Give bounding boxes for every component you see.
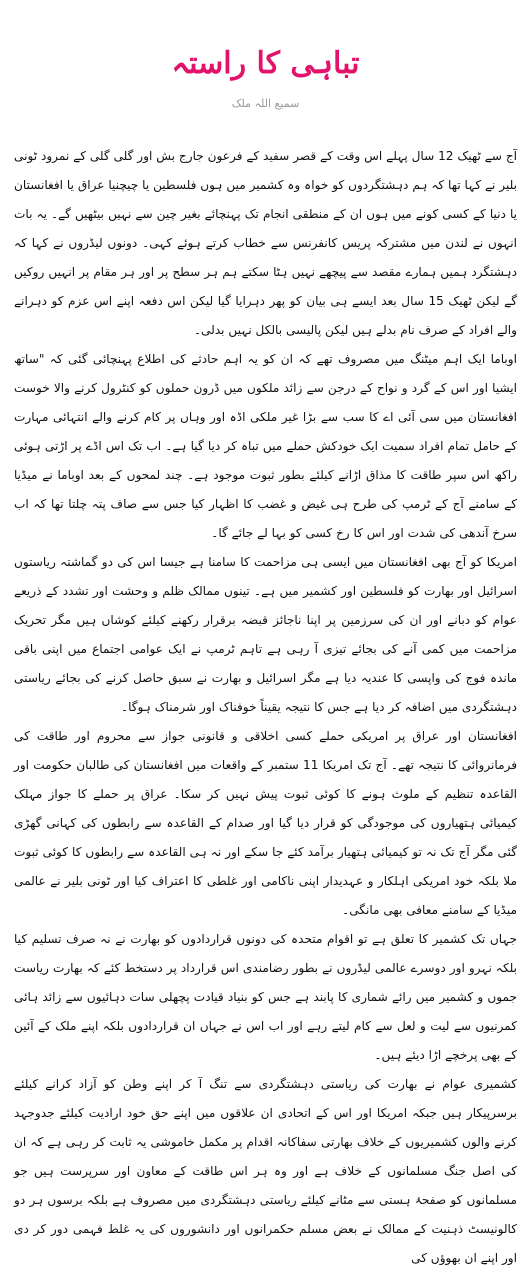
article-body [14, 142, 517, 1273]
author-name: سمیع اللہ ملک [231, 97, 300, 110]
article-paragraph: اوباما ایک اہم میٹنگ میں مصروف تھے کہ ان کو یہ اہم حادثے کی اطلاع پہنچائی گئی کہ "ساتھ ایشیا اور اس کے گرد و نواح کے درجن سے زائد ملکوں میں ڈرون حملوں کو کنٹرول کرنے والا خوست افغانستان میں سی آئی اے کا سب سے بڑا غیر ملکی اڈہ اور وہاں پر کام کرنے والے انتہائی مہارت کے حامل تمام افراد سمیت ایک خودکش حملے میں تباہ کر دیا گیا ہے۔ اب تک اس اڈے پر اڑتی ہوئی راکھ اس سپر طاقت کا مذاق اڑانے کیلئے بطور ثبوت موجود ہے۔ چند لمحوں کے بعد اوباما نے میڈیا کے سامنے آج کے ٹرمپ کی طرح ہی غیض و غضب کا اظہار کیا جس سے صاف پتہ چلتا تھا کہ اب سرخ آندھی کی شدت اور اس کا رخ کسی کو بہا لے جائے گا۔ [14, 352, 517, 540]
article-paragraph: افغانستان اور عراق پر امریکی حملے کسی اخلاقی و قانونی جواز سے محروم اور طاقت کی فرمانروائی کا نتیجہ تھے۔ آج تک امریکا 11 ستمبر کے واقعات میں افغانستان کی طالبان حکومت اور القاعدہ تنظیم کے ملوث ہونے کا کوئی ثبوت پیش نہیں کر سکا۔ عراق پر حملے کا جواز مہلک کیمیائی ہتھیاروں کی موجودگی کو قرار دیا گیا اور صدام کے القاعدہ سے رابطوں کی کہانی گھڑی گئی مگر آج تک نہ تو کیمیائی ہتھیار برآمد کئے جا سکے اور نہ ہی القاعدہ سے رابطوں کا کوئی ثبوت ملا بلکہ خود امریکی اہلکار و عہدیدار اپنی ناکامی اور غلطی کا اعتراف کیا اور ٹونی بلیر نے عالمی میڈیا کے سامنے معافی بھی مانگی۔ [14, 729, 518, 917]
article-paragraph: جہاں تک کشمیر کا تعلق ہے تو اقوام متحدہ کی دونوں قراردادوں کو بھارت نے نہ صرف تسلیم کیا بلکہ نہرو اور دوسرے عالمی لیڈروں نے بطور رضامندی اس قرارداد پر دستخط کئے کہ بھارت ریاست جموں و کشمیر میں رائے شماری کا پابند ہے جس کو بنیاد قیادت پچھلی سات دہائیوں سے زائد ہائی کمرنیوں سے لیت و لعل سے کام لیتے رہے اور اب اس نے جہاں ان قراردادوں بلکہ اپنے ملک کے آئین کے بھی پرخچے اڑا دیئے ہیں۔ [14, 932, 517, 1062]
article-title: تباہی کا راستہ [171, 46, 360, 81]
article-paragraph: امریکا کو آج بھی افغانستان میں ایسی ہی مزاحمت کا سامنا ہے جیسا اس کی دو گماشتہ ریاستوں اسرائیل اور بھارت کو فلسطین اور کشمیر میں ہے۔ تینوں ممالک ظلم و وحشت اور تشدد کے ذریعے عوام کو دبانے اور ان کی سرزمین پر اپنا ناجائز قبضہ برقرار رکھنے کیلئے کوشاں ہیں مگر تحریک مزاحمت میں کمی آنے کی بجائے تیزی آ رہی ہے تاہم ٹرمپ نے ایک عوامی اجتماع میں اپنی باقی ماندہ فوج کی واپسی کا عندیہ دیا ہے مگر اسرائیل و بھارت نے سبق حاصل کرنے کی بجائے ریاستی دہشتگردی میں اضافہ کر دیا ہے جس کا نتیجہ یقیناً خوفناک اور شرمناک ہوگا۔ [14, 555, 517, 714]
article-paragraph: آج سے ٹھیک 12 سال پہلے اس وقت کے قصر سفید کے فرعون جارج بش اور گلی گلی کے نمرود ٹونی بلیر نے کہا تھا کہ ہم دہشتگردوں کو خواہ وہ کشمیر میں ہوں فلسطین یا چیچنیا عراق یا افغانستان یا دنیا کے کسی کونے میں ہوں ان کے منطقی انجام تک پہنچائے بغیر چین سے نہیں بیٹھیں گے۔ یہ بات انہوں نے لندن میں مشترکہ پریس کانفرنس سے خطاب کرتے ہوئے کہی۔ دونوں لیڈروں نے کہا کہ دہشتگرد ہمیں ہمارے مقصد سے پیچھے نہیں ہٹا سکتے ہم ہر سطح پر اور ہر مقام پر انہیں روکیں گے لیکن ٹھیک 15 سال بعد ایسے ہی بیان کو پھر دہرایا گیا لیکن اس دفعہ اپنے اس عزم کو دہرانے والے افراد کے صرف نام بدلے ہیں لیکن پالیسی بالکل نہیں بدلی۔ [14, 149, 517, 337]
article-paragraph: کشمیری عوام نے بھارت کی ریاستی دہشتگردی سے تنگ آ کر اپنے وطن کو آزاد کرانے کیلئے برسرپیکار ہیں جبکہ امریکا اور اس کے اتحادی ان علاقوں میں اپنے حق خود ارادیت کیلئے جدوجہد کرنے والوں کشمیریوں کے خلاف بھارتی سفاکانہ اقدام پر مکمل خاموشی یہ ثابت کر رہی ہے کہ ان کی اصل جنگ مسلمانوں کے خلاف ہے اور وہ ہر اس طاقت کے معاون اور سرپرست ہیں جو مسلمانوں کو صفحۂ ہستی سے مٹانے کیلئے ریاستی دہشتگردی میں مصروف ہے بلکہ برسوں ہر دو کالونیسٹ ذہنیت کے ممالک نے بعض مسلم حکمرانوں اور دانشوروں کی یہ غلط فہمی دور کر دی اور اپنے ان بھوؤں کی [14, 1077, 517, 1265]
